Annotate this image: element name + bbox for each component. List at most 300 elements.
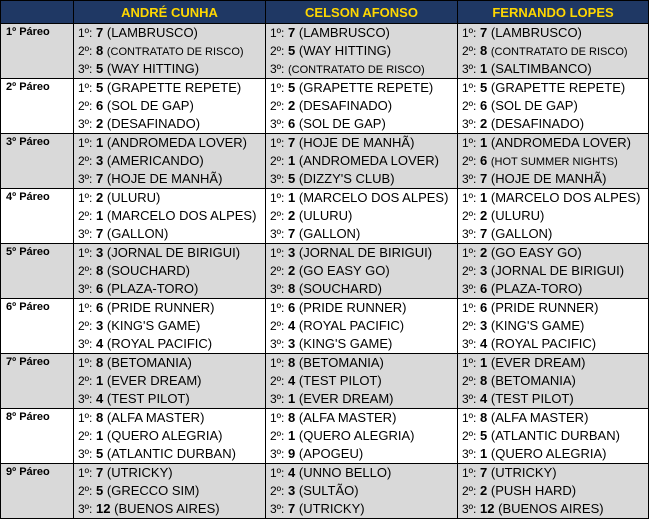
pick-line bbox=[266, 464, 457, 482]
pick-number: 7 bbox=[288, 135, 296, 150]
pick-horse-name: (HOJE DE MANHÃ) bbox=[490, 171, 607, 186]
pick-position: 3º: bbox=[462, 172, 477, 186]
pick-horse-name: (GRAPETTE REPETE) bbox=[298, 80, 434, 95]
pick-number: 4 bbox=[480, 336, 488, 351]
pick-line bbox=[458, 390, 648, 408]
tipster-picks-cell bbox=[458, 409, 649, 464]
pick-horse-name: (KING'S GAME) bbox=[106, 318, 201, 333]
pick-position: 2º: bbox=[78, 264, 93, 278]
pick-horse-name: (TEST PILOT) bbox=[298, 373, 382, 388]
pick-line bbox=[74, 445, 265, 463]
pick-position: 3º: bbox=[270, 172, 285, 186]
pick-line bbox=[266, 42, 457, 60]
pick-horse-name: (AMERICANDO) bbox=[106, 153, 204, 168]
pick-line bbox=[458, 97, 648, 115]
tipster-picks-cell bbox=[458, 189, 649, 244]
pick-number: 12 bbox=[480, 501, 495, 516]
pick-line bbox=[74, 189, 265, 207]
pick-number: 8 bbox=[96, 43, 104, 58]
pick-position: 2º: bbox=[462, 154, 477, 168]
pick-horse-name: (BETOMANIA) bbox=[298, 355, 384, 370]
pick-horse-name: (UTRICKY) bbox=[298, 501, 365, 516]
pick-position: 1º: bbox=[270, 466, 285, 480]
pick-horse-name: (HOJE DE MANHÃ) bbox=[106, 171, 223, 186]
pick-number: 1 bbox=[480, 446, 488, 461]
pick-number: 1 bbox=[96, 208, 104, 223]
pick-position: 2º: bbox=[462, 374, 477, 388]
pick-position: 2º: bbox=[78, 484, 93, 498]
pick-number: 7 bbox=[96, 25, 104, 40]
pick-horse-name: (DESAFINADO) bbox=[106, 116, 201, 131]
pick-line bbox=[74, 280, 265, 298]
pick-number: 1 bbox=[288, 190, 296, 205]
pick-horse-name: (PRIDE RUNNER) bbox=[298, 300, 407, 315]
pick-horse-name: (ATLANTIC DURBAN) bbox=[106, 446, 236, 461]
pick-line bbox=[458, 280, 648, 298]
pick-number: 1 bbox=[288, 153, 296, 168]
tipster-picks-cell bbox=[458, 464, 649, 519]
pick-position: 3º: bbox=[78, 117, 93, 131]
pick-horse-name: (PLAZA-TORO) bbox=[106, 281, 199, 296]
pick-line bbox=[74, 390, 265, 408]
pick-position: 3º: bbox=[462, 62, 477, 76]
pick-horse-name: (JORNAL DE BIRIGUI) bbox=[490, 263, 625, 278]
pick-line bbox=[266, 79, 457, 97]
pick-horse-name: (ULURU) bbox=[298, 208, 353, 223]
race-label: 1º Páreo bbox=[1, 24, 74, 79]
pick-number: 6 bbox=[480, 281, 488, 296]
pick-horse-name: (SOL DE GAP) bbox=[106, 98, 194, 113]
pick-horse-name: (PRIDE RUNNER) bbox=[106, 300, 215, 315]
pick-line bbox=[74, 354, 265, 372]
pick-horse-name: (SOUCHARD) bbox=[106, 263, 190, 278]
tipster-picks-cell bbox=[74, 24, 266, 79]
pick-position: 3º: bbox=[270, 227, 285, 241]
pick-number: 7 bbox=[288, 25, 296, 40]
pick-number: 1 bbox=[288, 391, 296, 406]
pick-number: 7 bbox=[480, 226, 488, 241]
pick-line bbox=[74, 372, 265, 390]
pick-position: 1º: bbox=[462, 26, 477, 40]
tipster-picks-cell bbox=[266, 409, 458, 464]
pick-line bbox=[266, 24, 457, 42]
pick-line bbox=[266, 170, 457, 188]
pick-number: 6 bbox=[96, 300, 104, 315]
pick-number: 3 bbox=[96, 153, 104, 168]
pick-horse-name: (SULTÃO) bbox=[298, 483, 359, 498]
pick-number: 8 bbox=[480, 410, 488, 425]
pick-line bbox=[74, 115, 265, 133]
pick-horse-name: (UTRICKY) bbox=[106, 465, 173, 480]
pick-line bbox=[74, 134, 265, 152]
pick-horse-name: (ULURU) bbox=[490, 208, 545, 223]
pick-line bbox=[74, 97, 265, 115]
pick-number: 1 bbox=[480, 355, 488, 370]
pick-number: 2 bbox=[96, 190, 104, 205]
pick-horse-name: (BUENOS AIRES) bbox=[498, 501, 604, 516]
pick-horse-name: (ULURU) bbox=[106, 190, 161, 205]
tipster-picks-cell bbox=[266, 464, 458, 519]
pick-position: 2º: bbox=[78, 429, 93, 443]
pick-horse-name: (GALLON) bbox=[298, 226, 361, 241]
pick-position: 2º: bbox=[78, 209, 93, 223]
pick-position: 1º: bbox=[270, 301, 285, 315]
race-row bbox=[1, 464, 649, 519]
pick-line bbox=[74, 170, 265, 188]
tipster-picks-cell bbox=[458, 24, 649, 79]
pick-horse-name: (SALTIMBANCO) bbox=[490, 61, 592, 76]
pick-line bbox=[74, 79, 265, 97]
pick-position: 3º: bbox=[270, 282, 285, 296]
pick-number: 6 bbox=[96, 281, 104, 296]
pick-horse-name: (GRAPETTE REPETE) bbox=[106, 80, 242, 95]
pick-number: 6 bbox=[288, 300, 296, 315]
pick-line bbox=[74, 42, 265, 60]
race-label: 6º Páreo bbox=[1, 299, 74, 354]
tipster-picks-cell bbox=[458, 354, 649, 409]
pick-horse-name: (ATLANTIC DURBAN) bbox=[490, 428, 620, 443]
pick-line bbox=[458, 24, 648, 42]
pick-horse-name: (BETOMANIA) bbox=[106, 355, 192, 370]
pick-number: 4 bbox=[288, 318, 296, 333]
pick-position: 2º: bbox=[270, 154, 285, 168]
pick-line bbox=[458, 115, 648, 133]
pick-horse-name: (QUERO ALEGRIA) bbox=[490, 446, 607, 461]
pick-position: 1º: bbox=[270, 191, 285, 205]
pick-line bbox=[74, 335, 265, 353]
pick-position: 1º: bbox=[78, 411, 93, 425]
pick-line bbox=[266, 427, 457, 445]
pick-position: 1º: bbox=[270, 411, 285, 425]
race-row bbox=[1, 79, 649, 134]
pick-horse-name: (CONTRATATO DE RISCO) bbox=[490, 46, 628, 58]
pick-horse-name: (SOL DE GAP) bbox=[490, 98, 578, 113]
pick-horse-name: (TEST PILOT) bbox=[106, 391, 190, 406]
pick-horse-name: (GO EASY GO) bbox=[298, 263, 390, 278]
pick-line bbox=[74, 152, 265, 170]
pick-position: 1º: bbox=[78, 356, 93, 370]
pick-line bbox=[458, 134, 648, 152]
pick-horse-name: (ALFA MASTER) bbox=[106, 410, 205, 425]
pick-horse-name: (WAY HITTING) bbox=[106, 61, 200, 76]
pick-number: 2 bbox=[96, 116, 104, 131]
pick-position: 3º: bbox=[270, 117, 285, 131]
tipster-picks-cell bbox=[74, 464, 266, 519]
pick-position: 2º: bbox=[462, 264, 477, 278]
header-celson-afonso: CELSON AFONSO bbox=[266, 1, 458, 24]
pick-position: 1º: bbox=[78, 136, 93, 150]
pick-line bbox=[458, 225, 648, 243]
header-corner bbox=[1, 1, 74, 24]
pick-position: 2º: bbox=[462, 319, 477, 333]
pick-line bbox=[266, 207, 457, 225]
pick-number: 5 bbox=[96, 483, 104, 498]
pick-number: 5 bbox=[288, 80, 296, 95]
pick-number: 4 bbox=[288, 465, 296, 480]
pick-position: 1º: bbox=[462, 301, 477, 315]
pick-horse-name: (GALLON) bbox=[106, 226, 169, 241]
pick-position: 2º: bbox=[270, 484, 285, 498]
pick-horse-name: (QUERO ALEGRIA) bbox=[298, 428, 415, 443]
pick-horse-name: (CONTRATATO DE RISCO) bbox=[106, 46, 244, 58]
pick-horse-name: (APOGEU) bbox=[298, 446, 364, 461]
pick-number: 5 bbox=[480, 80, 488, 95]
pick-position: 2º: bbox=[270, 209, 285, 223]
pick-horse-name: (ROYAL PACIFIC) bbox=[298, 318, 405, 333]
pick-number: 8 bbox=[480, 43, 488, 58]
pick-number: 7 bbox=[480, 465, 488, 480]
pick-line bbox=[266, 409, 457, 427]
pick-horse-name: (MARCELO DOS ALPES) bbox=[106, 208, 257, 223]
pick-position: 2º: bbox=[462, 484, 477, 498]
pick-horse-name: (BUENOS AIRES) bbox=[114, 501, 220, 516]
pick-number: 3 bbox=[288, 336, 296, 351]
pick-position: 3º: bbox=[270, 62, 285, 76]
pick-line bbox=[266, 482, 457, 500]
pick-horse-name: (ANDROMEDA LOVER) bbox=[106, 135, 248, 150]
pick-position: 2º: bbox=[270, 264, 285, 278]
pick-line bbox=[74, 500, 265, 518]
pick-number: 3 bbox=[288, 483, 296, 498]
race-row bbox=[1, 299, 649, 354]
pick-line bbox=[458, 354, 648, 372]
pick-position: 1º: bbox=[462, 246, 477, 260]
pick-position: 3º: bbox=[78, 227, 93, 241]
pick-line bbox=[458, 482, 648, 500]
pick-horse-name: (MARCELO DOS ALPES) bbox=[298, 190, 449, 205]
pick-number: 6 bbox=[480, 98, 488, 113]
pick-number: 8 bbox=[480, 373, 488, 388]
pick-position: 1º: bbox=[462, 191, 477, 205]
pick-line bbox=[266, 335, 457, 353]
pick-number: 2 bbox=[288, 98, 296, 113]
header-row bbox=[1, 1, 649, 24]
pick-horse-name: (SOUCHARD) bbox=[298, 281, 382, 296]
tipster-picks-cell bbox=[74, 354, 266, 409]
pick-line bbox=[266, 97, 457, 115]
pick-position: 1º: bbox=[78, 81, 93, 95]
pick-position: 2º: bbox=[78, 154, 93, 168]
tipster-picks-cell bbox=[458, 134, 649, 189]
pick-horse-name: (ALFA MASTER) bbox=[490, 410, 589, 425]
pick-position: 1º: bbox=[270, 136, 285, 150]
tipster-picks-cell bbox=[458, 79, 649, 134]
pick-number: 5 bbox=[96, 61, 104, 76]
pick-horse-name: (ROYAL PACIFIC) bbox=[106, 336, 213, 351]
pick-number: 9 bbox=[288, 446, 296, 461]
race-label: 3º Páreo bbox=[1, 134, 74, 189]
pick-position: 3º: bbox=[78, 337, 93, 351]
pick-position: 1º: bbox=[270, 246, 285, 260]
pick-horse-name: (GRECCO SIM) bbox=[106, 483, 200, 498]
pick-number: 5 bbox=[480, 428, 488, 443]
pick-line bbox=[74, 427, 265, 445]
pick-position: 2º: bbox=[270, 44, 285, 58]
pick-position: 3º: bbox=[78, 392, 93, 406]
pick-position: 2º: bbox=[270, 374, 285, 388]
pick-number: 7 bbox=[288, 501, 296, 516]
pick-horse-name: (BETOMANIA) bbox=[490, 373, 576, 388]
tipster-picks-cell bbox=[266, 134, 458, 189]
pick-position: 3º: bbox=[462, 282, 477, 296]
pick-position: 3º: bbox=[270, 392, 285, 406]
pick-horse-name: (EVER DREAM) bbox=[298, 391, 394, 406]
pick-line bbox=[74, 299, 265, 317]
pick-position: 1º: bbox=[78, 246, 93, 260]
tipster-picks-cell bbox=[74, 134, 266, 189]
pick-position: 2º: bbox=[270, 319, 285, 333]
pick-number: 8 bbox=[288, 410, 296, 425]
pick-horse-name: (ANDROMEDA LOVER) bbox=[298, 153, 440, 168]
pick-horse-name: (EVER DREAM) bbox=[106, 373, 202, 388]
pick-line bbox=[74, 262, 265, 280]
pick-line bbox=[458, 445, 648, 463]
pick-line bbox=[458, 427, 648, 445]
tipster-picks-cell bbox=[266, 79, 458, 134]
pick-position: 3º: bbox=[462, 447, 477, 461]
pick-horse-name: (JORNAL DE BIRIGUI) bbox=[298, 245, 433, 260]
pick-number: 1 bbox=[288, 428, 296, 443]
pick-horse-name: (KING'S GAME) bbox=[490, 318, 585, 333]
pick-line bbox=[266, 372, 457, 390]
tipster-picks-cell bbox=[74, 244, 266, 299]
pick-line bbox=[266, 354, 457, 372]
pick-number: 3 bbox=[96, 318, 104, 333]
pick-position: 3º: bbox=[78, 282, 93, 296]
pick-horse-name: (GO EASY GO) bbox=[490, 245, 582, 260]
race-row bbox=[1, 244, 649, 299]
pick-number: 2 bbox=[288, 263, 296, 278]
pick-number: 1 bbox=[96, 373, 104, 388]
pick-number: 7 bbox=[480, 25, 488, 40]
pick-line bbox=[458, 244, 648, 262]
pick-position: 2º: bbox=[78, 44, 93, 58]
pick-horse-name: (LAMBRUSCO) bbox=[298, 25, 390, 40]
pick-position: 1º: bbox=[78, 466, 93, 480]
pick-line bbox=[74, 24, 265, 42]
pick-line bbox=[458, 262, 648, 280]
pick-position: 2º: bbox=[462, 429, 477, 443]
pick-position: 3º: bbox=[270, 337, 285, 351]
pick-position: 3º: bbox=[78, 502, 93, 516]
tipster-picks-cell bbox=[74, 79, 266, 134]
pick-line bbox=[266, 390, 457, 408]
pick-position: 2º: bbox=[462, 44, 477, 58]
pick-position: 3º: bbox=[462, 337, 477, 351]
pick-position: 1º: bbox=[462, 81, 477, 95]
pick-number: 8 bbox=[96, 355, 104, 370]
pick-line bbox=[74, 225, 265, 243]
race-label: 5º Páreo bbox=[1, 244, 74, 299]
pick-number: 3 bbox=[96, 245, 104, 260]
pick-position: 1º: bbox=[270, 356, 285, 370]
pick-horse-name: (ALFA MASTER) bbox=[298, 410, 397, 425]
pick-line bbox=[74, 464, 265, 482]
pick-number: 4 bbox=[96, 391, 104, 406]
race-label: 4º Páreo bbox=[1, 189, 74, 244]
pick-line bbox=[74, 482, 265, 500]
pick-horse-name: (LAMBRUSCO) bbox=[106, 25, 198, 40]
pick-position: 1º: bbox=[270, 81, 285, 95]
pick-line bbox=[266, 189, 457, 207]
pick-horse-name: (PRIDE RUNNER) bbox=[490, 300, 599, 315]
pick-number: 5 bbox=[288, 171, 296, 186]
pick-position: 2º: bbox=[78, 99, 93, 113]
pick-position: 2º: bbox=[270, 429, 285, 443]
pick-position: 2º: bbox=[78, 319, 93, 333]
pick-horse-name: (UNNO BELLO) bbox=[298, 465, 392, 480]
pick-position: 1º: bbox=[462, 136, 477, 150]
pick-position: 2º: bbox=[462, 209, 477, 223]
pick-line bbox=[266, 115, 457, 133]
pick-position: 3º: bbox=[462, 117, 477, 131]
pick-number: 8 bbox=[288, 281, 296, 296]
pick-horse-name: (WAY HITTING) bbox=[298, 43, 392, 58]
pick-number: 7 bbox=[96, 465, 104, 480]
pick-position: 1º: bbox=[462, 411, 477, 425]
pick-line bbox=[458, 409, 648, 427]
race-label: 8º Páreo bbox=[1, 409, 74, 464]
pick-horse-name: (MARCELO DOS ALPES) bbox=[490, 190, 641, 205]
pick-horse-name: (LAMBRUSCO) bbox=[490, 25, 582, 40]
pick-number: 2 bbox=[480, 116, 488, 131]
pick-number: 4 bbox=[288, 373, 296, 388]
pick-position: 3º: bbox=[462, 502, 477, 516]
pick-line bbox=[74, 317, 265, 335]
pick-number: 5 bbox=[288, 43, 296, 58]
pick-line bbox=[266, 134, 457, 152]
pick-number: 4 bbox=[480, 391, 488, 406]
pick-horse-name: (GRAPETTE REPETE) bbox=[490, 80, 626, 95]
pick-horse-name: (ROYAL PACIFIC) bbox=[490, 336, 597, 351]
pick-horse-name: (DESAFINADO) bbox=[490, 116, 585, 131]
pick-position: 2º: bbox=[78, 374, 93, 388]
pick-line bbox=[266, 500, 457, 518]
pick-number: 7 bbox=[96, 171, 104, 186]
pick-line bbox=[458, 207, 648, 225]
pick-position: 1º: bbox=[78, 301, 93, 315]
tipster-picks-cell bbox=[74, 409, 266, 464]
pick-horse-name: (CONTRATATO DE RISCO) bbox=[288, 64, 425, 76]
pick-line bbox=[458, 372, 648, 390]
pick-horse-name: (HOT SUMMER NIGHTS) bbox=[490, 156, 618, 168]
pick-line bbox=[458, 189, 648, 207]
pick-horse-name: (SOL DE GAP) bbox=[298, 116, 386, 131]
pick-number: 2 bbox=[480, 245, 488, 260]
pick-position: 3º: bbox=[270, 447, 285, 461]
pick-number: 2 bbox=[288, 208, 296, 223]
pick-line bbox=[266, 317, 457, 335]
pick-line bbox=[458, 317, 648, 335]
pick-number: 8 bbox=[96, 263, 104, 278]
pick-number: 1 bbox=[96, 428, 104, 443]
pick-line bbox=[74, 409, 265, 427]
pick-horse-name: (TEST PILOT) bbox=[490, 391, 574, 406]
pick-number: 6 bbox=[480, 153, 488, 168]
pick-line bbox=[458, 464, 648, 482]
pick-horse-name: (ANDROMEDA LOVER) bbox=[490, 135, 632, 150]
pick-number: 1 bbox=[480, 135, 488, 150]
pick-line bbox=[458, 299, 648, 317]
pick-number: 5 bbox=[96, 446, 104, 461]
pick-number: 1 bbox=[480, 61, 488, 76]
pick-position: 1º: bbox=[462, 466, 477, 480]
pick-position: 2º: bbox=[270, 99, 285, 113]
tipster-picks-cell bbox=[266, 244, 458, 299]
pick-line bbox=[74, 60, 265, 78]
pick-horse-name: (DIZZY'S CLUB) bbox=[298, 171, 395, 186]
pick-horse-name: (UTRICKY) bbox=[490, 465, 557, 480]
